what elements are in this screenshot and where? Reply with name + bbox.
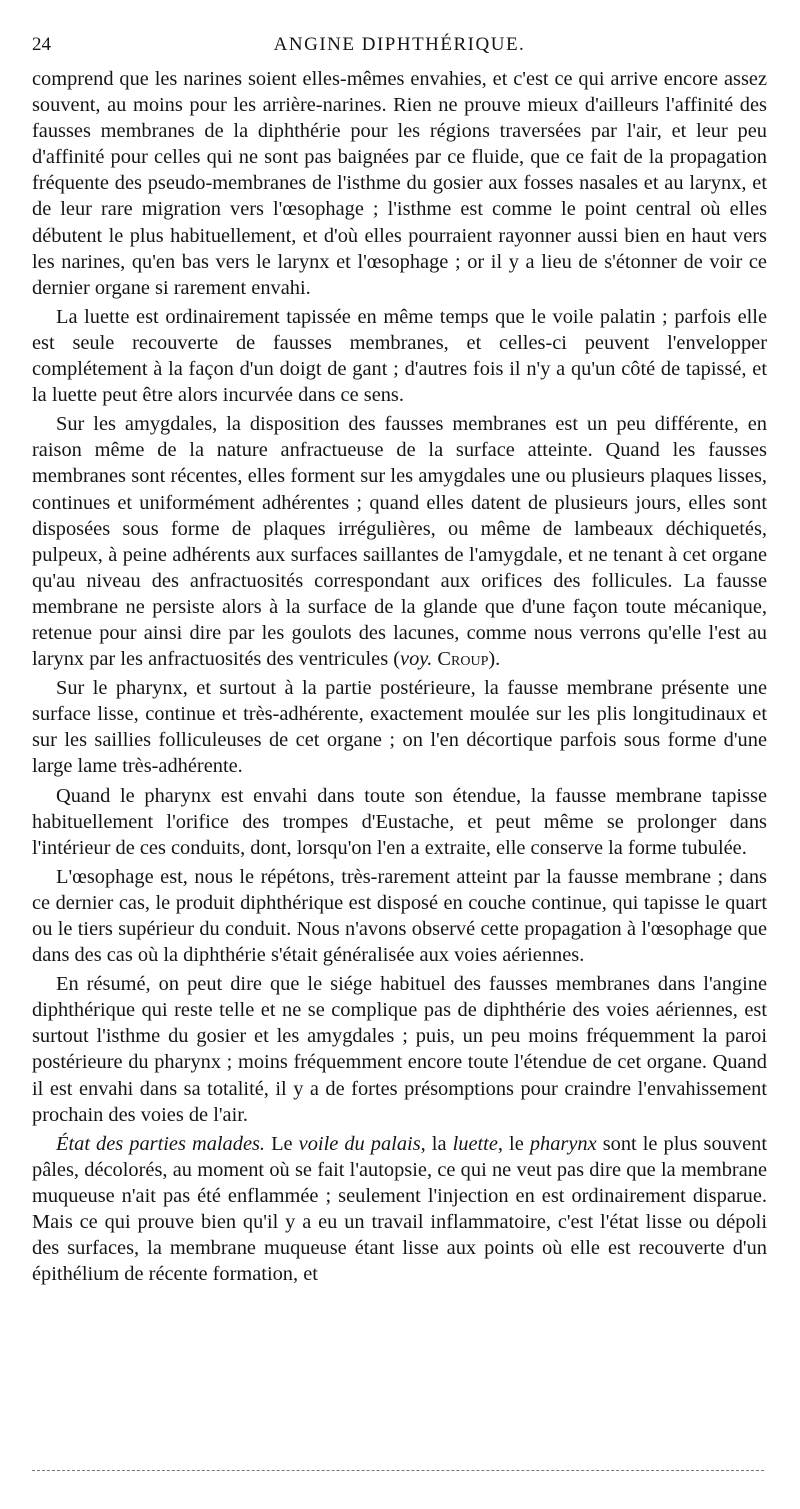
- paragraph-2: [32, 304, 767, 408]
- page-header: [32, 32, 767, 66]
- footer-dashed-rule: [32, 1470, 764, 1471]
- paragraph-7: [32, 971, 767, 1128]
- paragraph-2-text: La luette est ordinairement tapissée en même temps que le voile palatin ; parfois elle est seule recouverte de fausses membranes, et celles-ci peuvent l'envelopper complétement à la façon d'un doigt de gant ; d'autres fois il n'y a qu'un côté de tapissé, et la luette peut être alors incurvée dans ce sens.: [32, 305, 767, 407]
- croup-reference: Croup: [437, 648, 489, 671]
- paragraph-3: [32, 411, 767, 672]
- paragraph-5-text: Quand le pharynx est envahi dans toute son étendue, la fausse membrane tapisse habituellement l'orifice des trompes d'Eustache, et peut même se prolonger dans l'intérieur de ces conduits, dont, lorsqu'on l'en a extraite, elle conserve la forme tubulée.: [32, 784, 767, 859]
- italic-term-pharynx: pharynx: [529, 1132, 597, 1155]
- paragraph-8: [32, 1131, 767, 1288]
- paragraph-6: [32, 864, 767, 968]
- paragraph-8-text-d: sont le plus souvent pâles, décolorés, au moment où se fait l'autopsie, ce qui ne veut pas dire que la membrane muqueuse n'ait pas été enflammée ; seulement l'injection en est ordinairement disparue. Mais ce qui prouve bien qu'il y a eu un travail inflammatoire, c'est l'état lisse ou dépoli des surfaces, la membrane muqueuse étant lisse aux points où elle est recouverte d'un épithélium de récente formation, et: [32, 1132, 767, 1286]
- paragraph-8-text-a: Le: [265, 1132, 299, 1155]
- paragraph-4-text: Sur le pharynx, et surtout à la partie postérieure, la fausse membrane présente une surface lisse, continue et très-adhérente, exactement moulée sur les plis longitudinaux et sur les saillies folliculeuses de cet organe ; on l'en décortique parfois sous forme d'une large lame très-adhérente.: [32, 677, 767, 778]
- paragraph-3-tail: ).: [488, 648, 501, 671]
- paragraph-8-text-c: , le: [497, 1132, 530, 1155]
- paragraph-5: [32, 783, 767, 861]
- paragraph-7-text: En résumé, on peut dire que le siége habituel des fausses membranes dans l'angine diphthérique qui reste telle et ne se complique pas de diphthérie des voies aériennes, est surtout l'isthme du gosier et les amygdales ; puis, un peu moins fréquemment la paroi postérieure du pharynx ; moins fréquemment encore toute l'étendue de cet organe. Quand il est envahi dans sa totalité, il y a de fortes présomptions pour craindre l'envahissement prochain des voies de l'air.: [32, 973, 767, 1126]
- paragraph-1: [32, 66, 767, 301]
- paragraph-4: [32, 675, 767, 779]
- body-text: [32, 66, 767, 1287]
- paragraph-6-text: L'œsophage est, nous le répétons, très-rarement atteint par la fausse membrane ; dans ce dernier cas, le produit diphthérique est disposé en couche continue, qui tapisse le quart ou le tiers supérieur du conduit. Nous n'avons observé cette propagation à l'œsophage que dans des cas où la diphthérie s'était généralisée aux voies aériennes.: [32, 865, 767, 967]
- italic-term-voile: voile du palais: [298, 1132, 421, 1155]
- paragraph-1-text: comprend que les narines soient elles-mêmes envahies, et c'est ce qui arrive encore assez souvent, au moins pour les arrière-narines. Rien ne prouve mieux d'ailleurs l'affinité des fausses membranes de la diphthérie pour les régions traversées par l'air, et leur peu d'affinité pour celles qui ne sont pas baignées par ce fluide, que ce fait de la propagation fréquente des pseudo-membranes de l'isthme du gosier aux fosses nasales et au larynx, et de leur rare migration vers l'œsophage ; l'isthme est comme le point central où elles débutent le plus habituellement, et d'où elles pourraient rayonner aussi bien en haut vers les narines, qu'en bas vers le larynx et l'œsophage ; or il y a lieu de s'étonner de voir ce dernier organe si rarement envahi.: [32, 68, 767, 299]
- running-title: ANGINE DIPHTHÉRIQUE.: [273, 34, 526, 55]
- page-number: 24: [32, 34, 51, 55]
- italic-term-luette: luette: [452, 1132, 498, 1155]
- paragraph-3-text: Sur les amygdales, la disposition des fausses membranes est un peu différente, en raison même de la nature anfractueuse de la surface atteinte. Quand les fausses membranes sont récentes, elles forment sur les amygdales une ou plusieurs plaques lisses, continues et uniformément adhérentes ; quand elles datent de plusieurs jours, elles sont disposées sous forme de plaques irrégulières, ou même de lambeaux déchiquetés, pulpeux, à peine adhérents aux surfaces saillantes de l'amygdale, et ne tenant à cet organe qu'au niveau des anfractuosités correspondant aux orifices des follicules. La fausse membrane ne persiste alors à la surface de la glande que d'une façon toute mécanique, retenue pour ainsi dire par les goulots des lacunes, comme nous verrons qu'elle l'est au larynx par les anfractuosités des ventricules (: [32, 413, 767, 671]
- voy-reference: voy.: [400, 648, 433, 671]
- paragraph-8-text-b: , la: [420, 1132, 453, 1155]
- section-heading-italic: État des parties malades.: [56, 1132, 266, 1155]
- book-page: [32, 32, 767, 1287]
